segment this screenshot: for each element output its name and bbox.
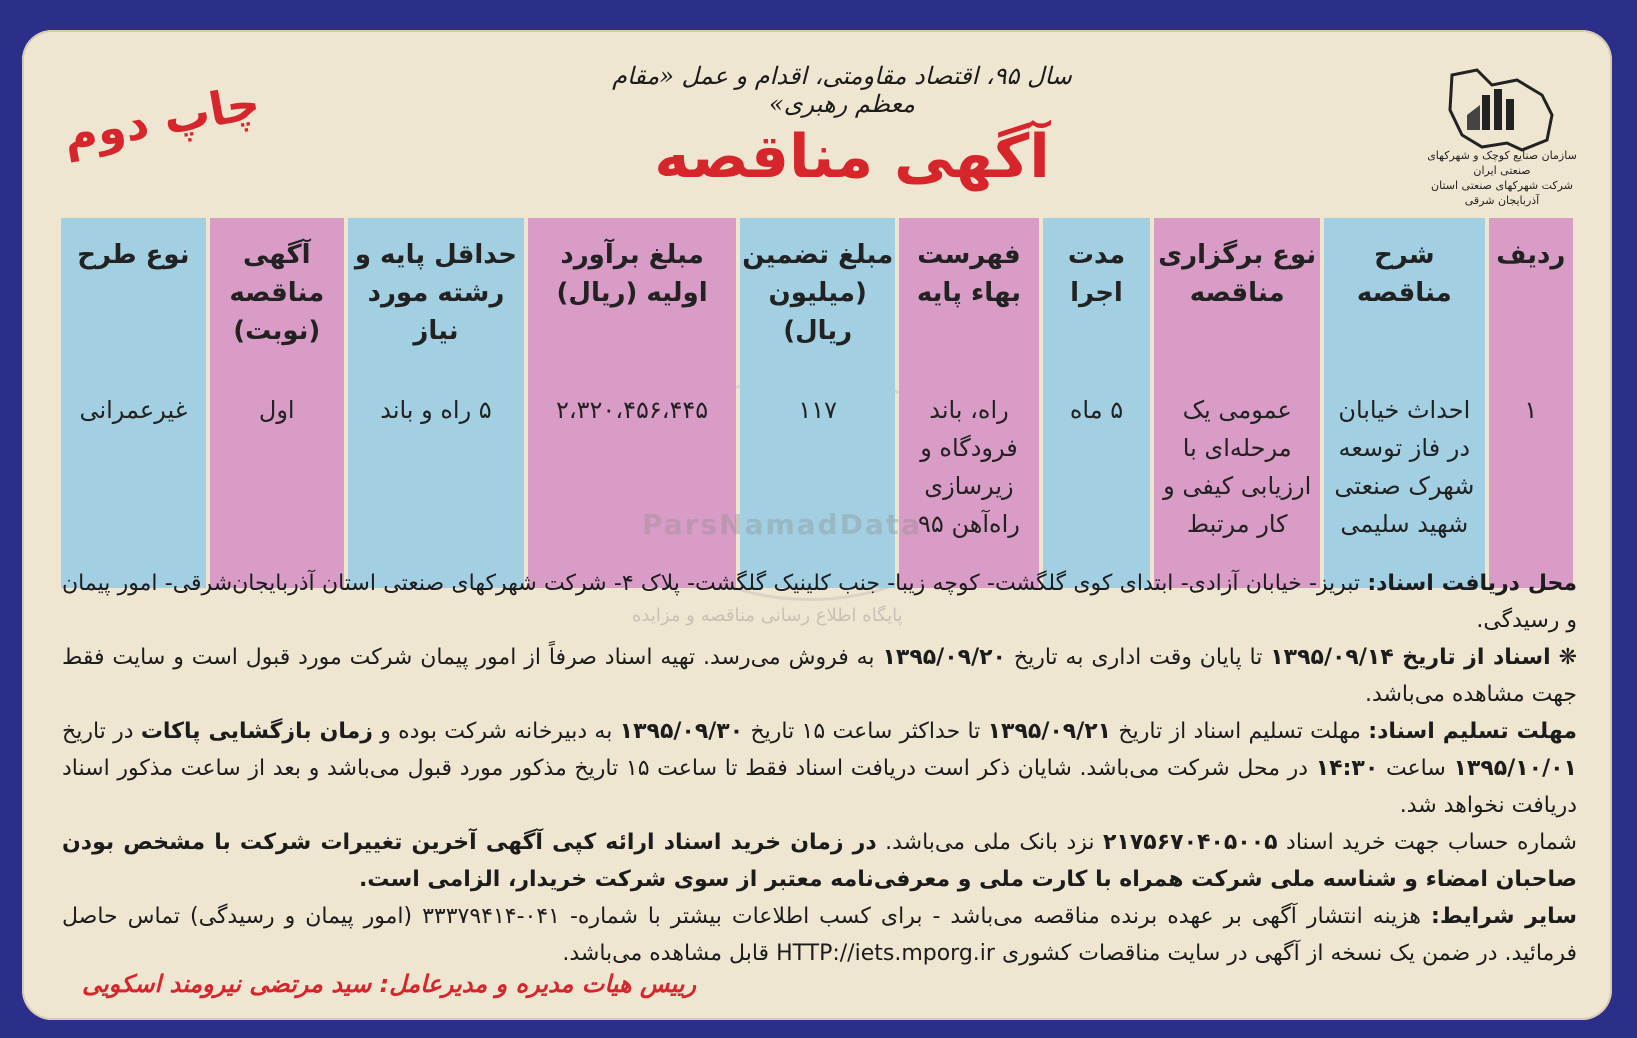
bullet-icon: ❋: [1558, 645, 1577, 670]
cell-description: احداث خیابان در فاز توسعه شهرک صنعتی شهید سلیمی: [1324, 369, 1484, 588]
header-row-number: ردیف: [1489, 218, 1573, 369]
signature: رییس هیات مدیره و مدیرعامل: سید مرتضی نیرومند اسکویی: [82, 970, 697, 998]
header-guarantee: مبلغ تضمین (میلیون ریال): [740, 218, 895, 369]
account-text-2: نزد بانک ملی می‌باشد.: [885, 830, 1095, 855]
other-conditions-label: سایر شرایط:: [1431, 904, 1577, 929]
cell-round: اول: [210, 369, 344, 588]
account-number: ۲۱۷۵۶۷۰۴۰۵۰۰۵: [1103, 830, 1278, 855]
other-conditions-paragraph: [62, 898, 1577, 972]
header-description: شرح مناقصه: [1324, 218, 1484, 369]
submission-label: مهلت تسلیم اسناد:: [1368, 719, 1577, 744]
opening-date: ۱۳۹۵/۱۰/۰۱: [1453, 756, 1577, 781]
account-paragraph: [62, 824, 1577, 898]
other-conditions-text: هزینه انتشار آگهی بر عهده برنده مناقصه می‌باشد - برای کسب اطلاعات بیشتر با شماره- ۰۴۱-۳۳۳۷۹۴۱۴ (امور پیمان و رسیدگی) تماس حاصل فرمائید. در ضمن یک نسخه از آگهی در سایت مناقصات کشوری HTTP://iets.mporg.ir قابل مشاهده می‌باشد.: [62, 904, 1577, 966]
sale-text-2: به فروش می‌رسد. تهیه اسناد صرفاً از امور پیمان شرکت مورد قبول است و سایت فقط جهت مشاهده می‌باشد.: [62, 645, 1577, 707]
cell-duration: ۵ ماه: [1043, 369, 1151, 588]
submission-text-5: ساعت: [1385, 756, 1446, 781]
header-duration: مدت اجرا: [1043, 218, 1151, 369]
document-location-paragraph: [62, 565, 1577, 639]
slogan: سال ۹۵، اقتصاد مقاومتی، اقدام و عمل «مقام معظم رهبری»: [612, 62, 1072, 118]
document-sale-paragraph: [62, 639, 1577, 713]
header-tender-type: نوع برگزاری مناقصه: [1154, 218, 1320, 369]
submission-text-4: در تاریخ: [62, 719, 134, 744]
sale-start-date: اسناد از تاریخ ۱۳۹۵/۰۹/۱۴: [1270, 645, 1551, 670]
watermark-caption: پایگاه اطلاع رسانی مناقصه و مزایده: [632, 605, 903, 626]
submission-deadline-paragraph: [62, 713, 1577, 824]
sale-text-1: تا پایان وقت اداری به تاریخ: [1013, 645, 1263, 670]
cell-row-number: ۱: [1489, 369, 1573, 588]
submission-text-3: به دبیرخانه شرکت بوده و: [380, 719, 613, 744]
opening-time: ۱۴:۳۰: [1315, 756, 1379, 781]
submission-text-1: مهلت تسلیم اسناد از تاریخ: [1118, 719, 1361, 744]
opening-label: زمان بازگشایی پاکات: [140, 719, 373, 744]
cell-estimate: ۲،۳۲۰،۴۵۶،۴۴۵: [528, 369, 736, 588]
document-location-text: تبریز- خیابان آزادی- ابتدای کوی گلگشت- کوچه زیبا- جنب کلینیک گلگشت- پلاک ۴- شرکت شهرکهای صنعتی استان آذربایجان‌شرقی- امور پیمان و رسیدگی.: [62, 571, 1577, 633]
organization-line-1: سازمان صنایع کوچک و شهرکهای صنعتی ایران: [1427, 149, 1577, 177]
header-min-grade: حداقل پایه و رشته مورد نیاز: [348, 218, 524, 369]
document-location-label: محل دریافت اسناد:: [1367, 571, 1578, 596]
account-text-1: شماره حساب جهت خرید اسناد: [1286, 830, 1577, 855]
cell-project-type: غیرعمرانی: [61, 369, 206, 588]
sale-end-date: ۱۳۹۵/۰۹/۲۰: [882, 645, 1006, 670]
header-project-type: نوع طرح: [61, 218, 206, 369]
submission-start-date: ۱۳۹۵/۰۹/۲۱: [987, 719, 1112, 744]
table-row: [61, 369, 1573, 588]
submission-text-6: در محل شرکت می‌باشد. شایان ذکر است دریافت اسناد فقط تا ساعت ۱۵ تاریخ مذکور مورد قبول می‌باشد و بعد از ساعت مذکور اسناد دریافت نخواهد شد.: [62, 756, 1577, 818]
purchase-requirements: در زمان خرید اسناد ارائه کپی آگهی آخرین تغییرات شرکت با مشخص بودن صاحبان امضاء و شناسه ملی شرکت همراه با کارت ملی و معرفی‌نامه معتبر از سوی شرکت خریدار، الزامی است.: [62, 830, 1577, 892]
header-estimate: مبلغ برآورد اولیه (ریال): [528, 218, 736, 369]
organization-line-2: شرکت شهرکهای صنعتی استان آذربایجان شرقی: [1431, 179, 1573, 207]
organization-name: [1417, 148, 1587, 208]
watermark-brand: ParsNamadData: [642, 508, 922, 541]
submission-text-2: تا حداکثر ساعت ۱۵ تاریخ: [750, 719, 981, 744]
table-header-row: [61, 218, 1573, 369]
submission-end-date: ۱۳۹۵/۰۹/۳۰: [619, 719, 744, 744]
advertisement-paper: [22, 30, 1612, 1020]
cell-price-list: راه، باند فرودگاه و زیرسازی راه‌آهن ۹۵: [899, 369, 1038, 588]
cell-guarantee: ۱۱۷: [740, 369, 895, 588]
cell-min-grade: ۵ راه و باند: [348, 369, 524, 588]
reprint-stamp: چاپ دوم: [58, 75, 264, 163]
page-title: آگهی مناقصه: [654, 122, 1050, 192]
tender-details: [62, 565, 1577, 972]
header-round: آگهی مناقصه (نوبت): [210, 218, 344, 369]
cell-tender-type: عمومی یک مرحله‌ای با ارزیابی کیفی و کار مرتبط: [1154, 369, 1320, 588]
header-price-list: فهرست بهاء پایه: [899, 218, 1038, 369]
